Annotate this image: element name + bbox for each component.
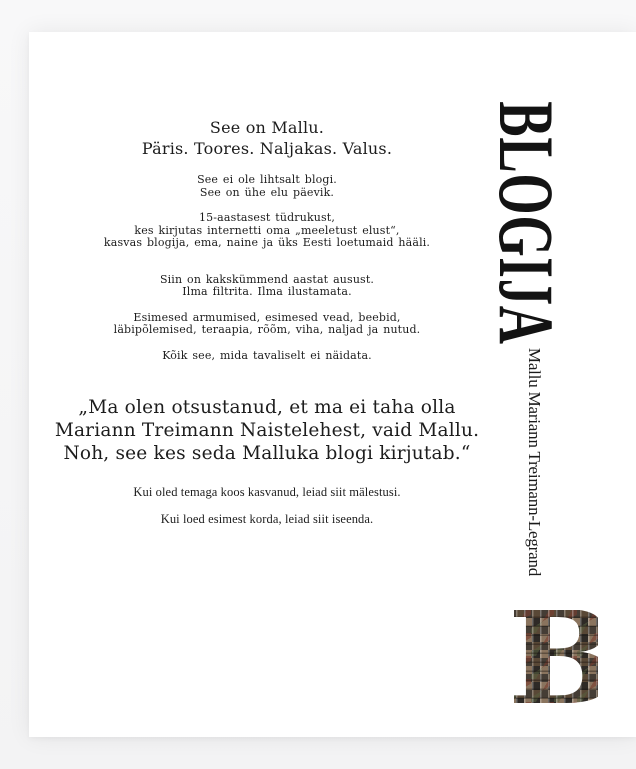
paragraph-line: kes kirjutas internetti oma „meeletust elust“,: [134, 223, 400, 237]
paragraph-line: Kõik see, mida tavaliselt ei näidata.: [162, 348, 372, 362]
paragraph-blog-diary: [37, 174, 497, 199]
spine-title: [483, 44, 570, 364]
paragraph-line: 15-aastasest tüdrukust,: [198, 211, 336, 224]
paragraph-line: läbipõlemised, teraapia, rõõm, viha, naljad ja nutud.: [113, 323, 421, 336]
paragraph-line: kasvas blogija, ema, naine ja üks Eesti loetumaid hääli.: [103, 236, 431, 249]
paragraph-honesty: [37, 274, 497, 299]
spine-author: Mallu Mariann Treimann-Legrand: [525, 347, 544, 577]
quote-line: Noh, see kes seda Malluka blogi kirjutab.“: [63, 443, 471, 464]
paragraph-not-shown: [37, 350, 497, 363]
headline: [37, 117, 497, 159]
spine-title-text: BLOGIJA: [483, 101, 570, 345]
paragraph-line: Siin on kakskümmend aastat ausust.: [159, 272, 375, 286]
headline-line: Päris. Toores. Naljakas. Valus.: [141, 139, 393, 158]
closing-line-yourself: Kui loed esimest korda, leiad siit iseenda.: [160, 512, 374, 526]
paragraph-girl-story: [37, 212, 497, 250]
closing-line-memories: Kui oled temaga koos kasvanud, leiad siit mälestusi.: [133, 485, 401, 499]
paragraph-line: See on ühe elu päevik.: [199, 185, 335, 199]
book-back-cover-page: [29, 32, 636, 737]
pull-quote: [37, 396, 497, 465]
paragraph-line: Esimesed armumised, esimesed vead, beebid,: [133, 310, 401, 324]
back-cover-text-column: [37, 117, 497, 526]
paragraph-line: Ilma filtrita. Ilma ilustamata.: [182, 285, 352, 298]
quote-line: Mariann Treimann Naistelehest, vaid Mallu.: [54, 420, 480, 441]
paragraph-line: See ei ole lihtsalt blogi.: [197, 173, 337, 186]
headline-line: See on Mallu.: [209, 118, 325, 137]
publisher-mosaic-b-logo: B: [508, 584, 617, 734]
quote-line: „Ma olen otsustanud, et ma ei taha olla: [78, 397, 456, 418]
paragraph-life-events: [37, 312, 497, 337]
